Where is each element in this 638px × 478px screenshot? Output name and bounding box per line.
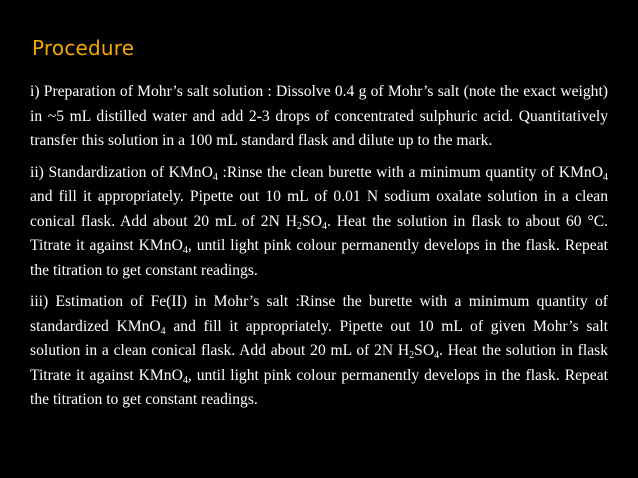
text-segment: . Heat the solution in flask Titrate it against KMnO xyxy=(30,342,608,384)
procedure-step-2 xyxy=(30,161,608,284)
text-segment: i) Preparation of Mohr’s salt solution : Dissolve 0.4 g of Mohr’s salt (note the exact weight) in ~5 mL distilled water and add 2-3 drops of concentrated sulphuric acid. Quantitatively transfer this solution in a 100 mL standard flask and dilute up to the mark. xyxy=(30,83,608,149)
subscript: 4 xyxy=(321,220,327,232)
procedure-step-3 xyxy=(30,290,608,413)
subscript: 2 xyxy=(409,350,415,361)
procedure-body xyxy=(30,80,608,420)
text-segment: , until light pink colour permanently develops in the flask. Repeat the titration to get constant readings. xyxy=(30,237,608,279)
text-segment: and fill it appropriately. Pipette out 10 mL of given Mohr’s salt solution in a clean conical flask. Add about 20 mL of 2N H xyxy=(30,317,608,359)
text-segment: . Heat the solution in flask to about 60 °C. Titrate it against KMnO xyxy=(30,212,608,254)
subscript: 4 xyxy=(603,171,608,183)
text-segment: SO xyxy=(414,342,435,359)
text-segment: SO xyxy=(302,212,322,230)
text-segment: iii) Estimation of Fe(II) in Mohr’s salt :Rinse the burette with a minimum quantity of standardized KMnO xyxy=(30,293,608,335)
subscript: 4 xyxy=(182,374,188,386)
text-segment: , until light pink colour permanently develops in the flask. Repeat the titration to get constant readings. xyxy=(30,366,608,408)
procedure-step-1 xyxy=(30,80,608,154)
subscript: 4 xyxy=(160,325,166,337)
text-segment: and fill it appropriately. Pipette out 10 mL of 0.01 N sodium oxalate solution in a clean conical flask. Add about 20 mL of 2N H xyxy=(30,188,608,230)
slide-title: Procedure xyxy=(32,36,135,60)
text-segment: ii) Standardization of KMnO xyxy=(30,163,213,181)
subscript: 4 xyxy=(212,171,218,183)
text-segment: :Rinse the clean burette with a minimum quantity of KMnO xyxy=(217,163,603,181)
subscript: 4 xyxy=(434,350,440,361)
subscript: 4 xyxy=(182,245,188,256)
subscript: 2 xyxy=(297,220,303,232)
